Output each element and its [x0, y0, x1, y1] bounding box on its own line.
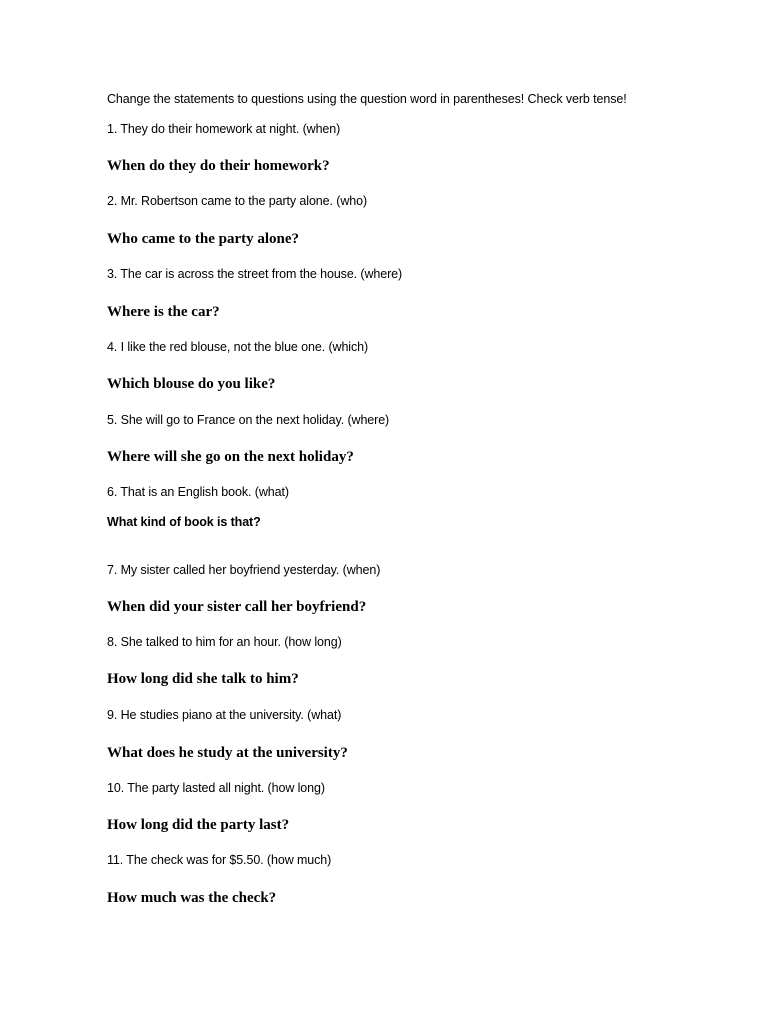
statement-7: 7. My sister called her boyfriend yesterday. (when) — [107, 563, 381, 577]
statement-8: 8. She talked to him for an hour. (how long) — [107, 635, 342, 649]
statement-2: 2. Mr. Robertson came to the party alone. (who) — [107, 194, 368, 208]
statement-5: 5. She will go to France on the next holiday. (where) — [107, 413, 390, 427]
statement-4: 4. I like the red blouse, not the blue one. (which) — [107, 340, 369, 354]
answer-5: Where will she go on the next holiday? — [107, 449, 354, 465]
statement-3: 3. The car is across the street from the house. (where) — [107, 267, 403, 281]
statement-10: 10. The party lasted all night. (how long) — [107, 781, 325, 795]
answer-3: Where is the car? — [107, 304, 220, 320]
answer-7: When did your sister call her boyfriend? — [107, 599, 367, 615]
answer-10: How long did the party last? — [107, 817, 290, 833]
answer-2: Who came to the party alone? — [107, 231, 300, 247]
statement-9: 9. He studies piano at the university. (what) — [107, 708, 342, 722]
statement-11: 11. The check was for $5.50. (how much) — [107, 853, 332, 867]
statement-6: 6. That is an English book. (what) — [107, 485, 289, 499]
answer-1: When do they do their homework? — [107, 158, 330, 174]
instructions-text: Change the statements to questions using the question word in parentheses! Check verb tense! — [107, 92, 627, 106]
answer-8: How long did she talk to him? — [107, 671, 299, 687]
answer-4: Which blouse do you like? — [107, 376, 276, 392]
answer-6: What kind of book is that? — [107, 515, 261, 529]
statement-1: 1. They do their homework at night. (when) — [107, 122, 341, 136]
answer-11: How much was the check? — [107, 890, 277, 906]
answer-9: What does he study at the university? — [107, 745, 348, 761]
